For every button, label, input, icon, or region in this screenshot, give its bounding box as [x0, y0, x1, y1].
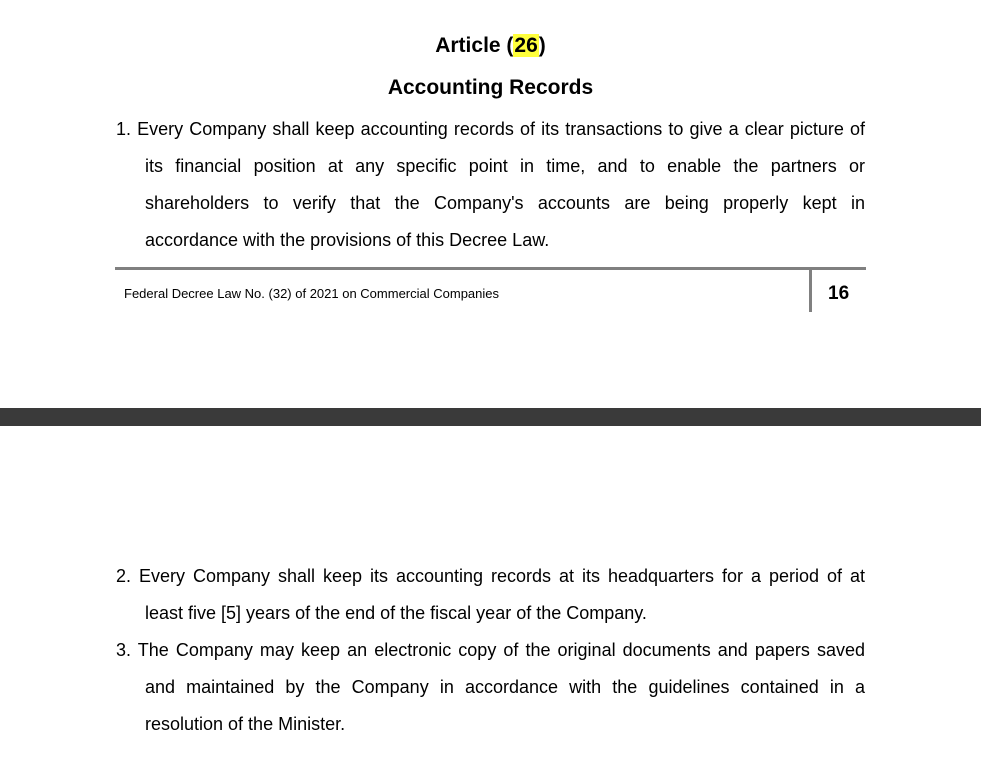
clause-1 [116, 111, 865, 259]
clause-2-line: 2. Every Company shall keep its accounting records at its headquarters for a period of at [116, 566, 865, 586]
footer-divider [809, 267, 812, 312]
clause-3 [116, 632, 865, 743]
page-separator [0, 408, 981, 426]
clause-1-line: shareholders to verify that the Company's accounts are being properly kept in [145, 193, 865, 213]
document-page-bottom [0, 426, 981, 765]
page-number: 16 [828, 283, 850, 304]
article-heading-suffix: ) [538, 34, 546, 57]
footer-document-title: Federal Decree Law No. (32) of 2021 on Commercial Companies [124, 286, 500, 301]
clause-3-line: resolution of the Minister. [145, 714, 346, 734]
article-number-highlight: 26 [514, 34, 538, 57]
clause-1-line: its financial position at any specific point in time, and to enable the partners or [145, 156, 865, 176]
clause-1-line: accordance with the provisions of this Decree Law. [145, 230, 550, 250]
clause-2 [116, 558, 865, 632]
footer-rule [115, 267, 866, 270]
clause-3-line: 3. The Company may keep an electronic copy of the original documents and papers saved [116, 640, 865, 660]
clause-2-line: least five [5] years of the end of the fiscal year of the Company. [145, 603, 647, 623]
article-heading [0, 32, 981, 60]
section-title: Accounting Records [387, 76, 594, 99]
article-heading-prefix: Article ( [435, 34, 514, 57]
clause-3-line: and maintained by the Company in accordance with the guidelines contained in a [145, 677, 865, 697]
clause-1-line: 1. Every Company shall keep accounting records of its transactions to give a clear picture of [116, 119, 865, 139]
